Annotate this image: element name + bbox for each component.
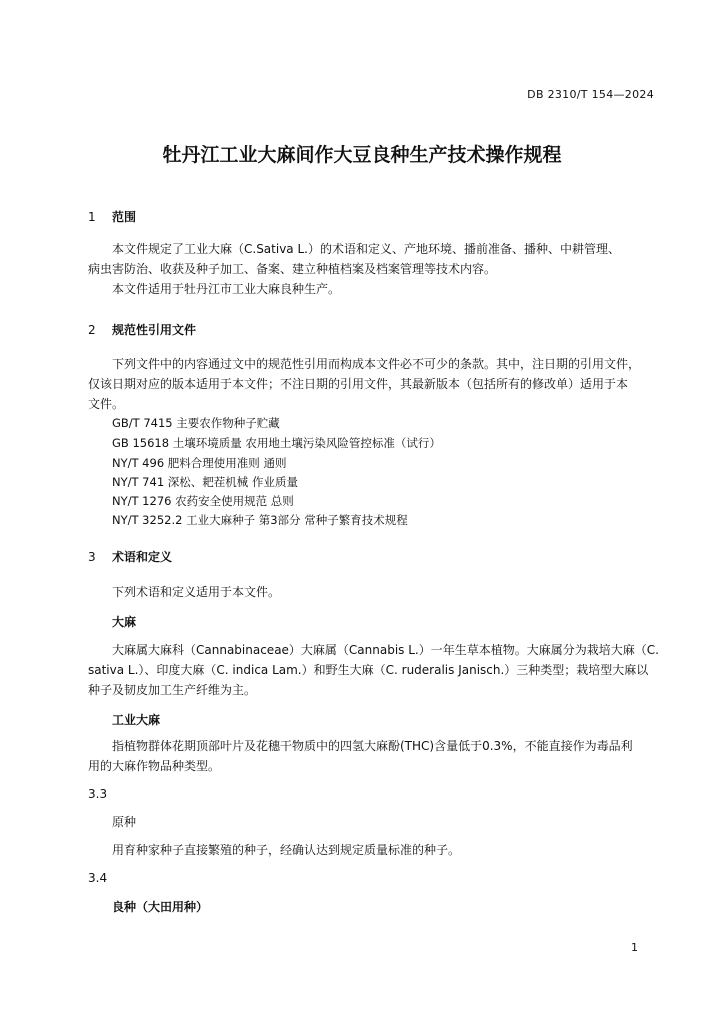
- term-name: 大麻: [112, 615, 137, 629]
- paragraph-line: 仅该日期对应的版本适用于本文件；不注日期的引用文件，其最新版本（包括所有的修改单）适用于本: [88, 377, 629, 391]
- section-title: 范围: [112, 210, 137, 224]
- reference-item: GB 15618 土壤环境质量 农用地土壤污染风险管控标准（试行）: [112, 436, 441, 450]
- term-number: 3.3: [88, 787, 108, 801]
- section-2-heading: [88, 321, 196, 338]
- definition-line: 大麻属大麻科（Cannabinaceae）大麻属（Cannabis L.）一年生草本植物。大麻属分为栽培大麻（C.: [112, 643, 659, 657]
- paragraph-line: 病虫害防治、收获及种子加工、备案、建立种植档案及档案管理等技术内容。: [88, 262, 497, 276]
- section-title: 规范性引用文件: [112, 323, 197, 337]
- reference-item: NY/T 496 肥料合理使用准则 通则: [112, 456, 287, 470]
- term-name: 良种（大田用种）: [112, 900, 209, 914]
- section-1-heading: [88, 208, 136, 225]
- reference-item: NY/T 1276 农药安全使用规范 总则: [112, 494, 294, 508]
- page-number: 1: [631, 941, 638, 954]
- definition-line: sativa L.）、印度大麻（C. indica Lam.）和野生大麻（C. ruderalis Janisch.）三种类型；栽培型大麻以: [88, 663, 649, 677]
- paragraph-line: 下列术语和定义适用于本文件。: [112, 585, 281, 599]
- paragraph-line: 本文件规定了工业大麻（C.Sativa L.）的术语和定义、产地环境、播前准备、播种、中耕管理、: [112, 242, 620, 256]
- reference-item: NY/T 3252.2 工业大麻种子 第3部分 常种子繁育技术规程: [112, 513, 408, 527]
- section-number: 1: [88, 210, 96, 224]
- definition-line: 用的大麻作物品种类型。: [88, 759, 221, 773]
- term-number: 3.4: [88, 871, 108, 885]
- paragraph-line: 文件。: [88, 397, 125, 411]
- definition-line: 用育种家种子直接繁殖的种子，经确认达到规定质量标准的种子。: [112, 843, 461, 857]
- term-name: 原种: [112, 815, 137, 829]
- term-name: 工业大麻: [112, 713, 161, 727]
- section-3-heading: [88, 548, 172, 565]
- definition-line: 指植物群体花期顶部叶片及花穗干物质中的四氢大麻酚(THC)含量低于0.3%，不能直接作为毒品利: [112, 739, 633, 753]
- reference-item: GB/T 7415 主要农作物种子贮藏: [112, 416, 280, 430]
- section-number: 2: [88, 323, 96, 337]
- section-title: 术语和定义: [112, 550, 173, 564]
- definition-line: 种子及韧皮加工生产纤维为主。: [88, 683, 257, 697]
- paragraph-line: 本文件适用于牡丹江市工业大麻良种生产。: [112, 282, 341, 296]
- document-title: 牡丹江工业大麻间作大豆良种生产技术操作规程: [162, 144, 562, 166]
- reference-item: NY/T 741 深松、耙茬机械 作业质量: [112, 475, 298, 489]
- paragraph-line: 下列文件中的内容通过文中的规范性引用而构成本文件必不可少的条款。其中，注日期的引用文件，: [112, 357, 641, 371]
- section-number: 3: [88, 550, 96, 564]
- standard-number: DB 2310/T 154—2024: [527, 88, 654, 101]
